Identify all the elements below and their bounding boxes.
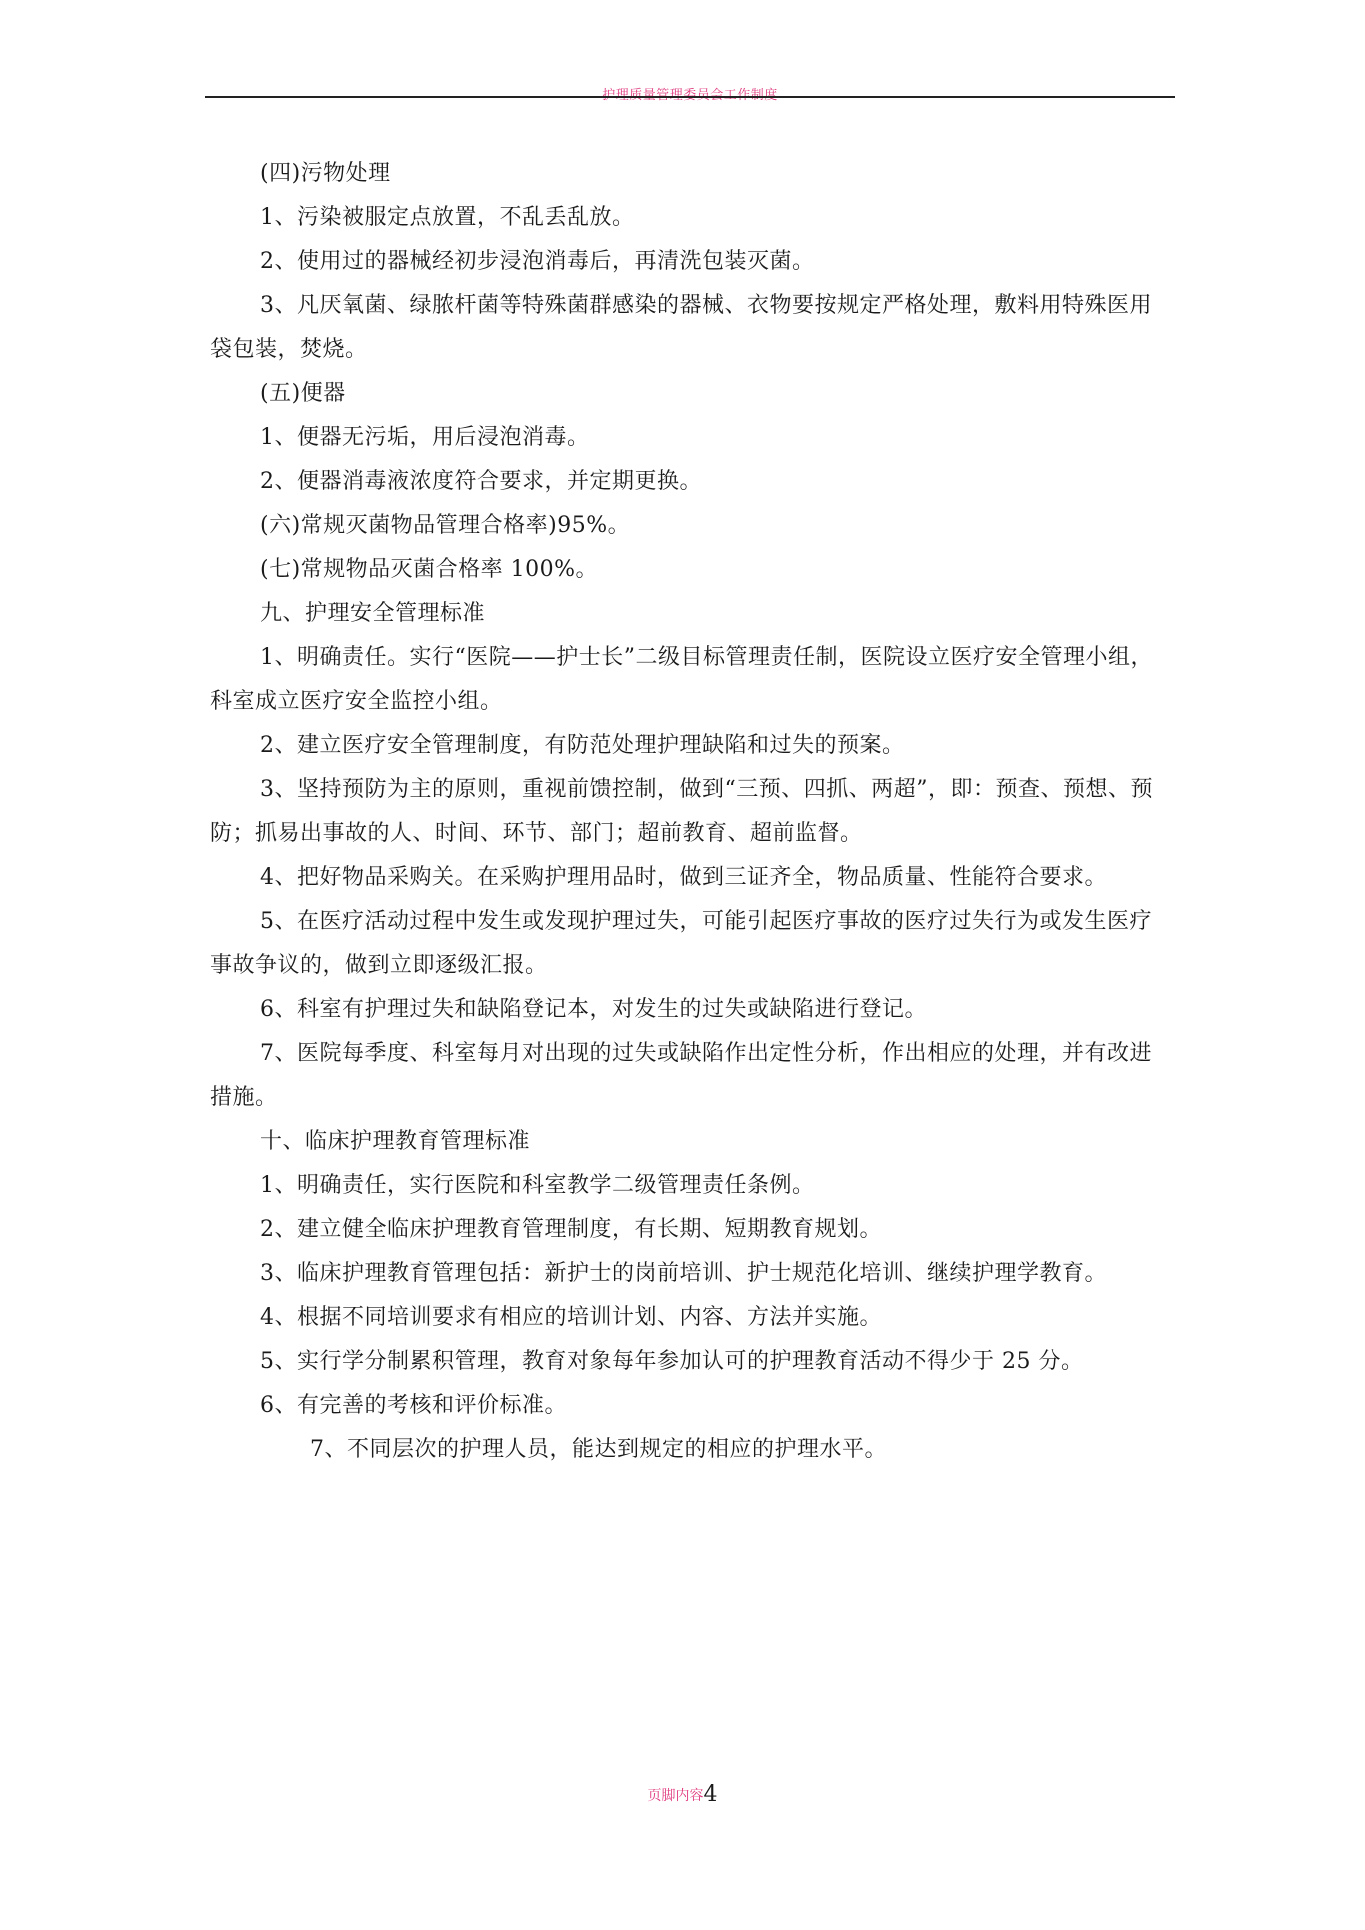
list-item: 7、医院每季度、科室每月对出现的过失或缺陷作出定性分析，作出相应的处理，并有改进措施。 (210, 1041, 1153, 1110)
page-number: 4 (703, 1782, 718, 1807)
list-item: 3、坚持预防为主的原则，重视前馈控制，做到“三预、四抓、两超”，即：预查、预想、预防；抓易出事故的人、时间、环节、部门；超前教育、超前监督。 (210, 777, 1153, 846)
list-item: 2、建立医疗安全管理制度，有防范处理护理缺陷和过失的预案。 (260, 733, 905, 758)
list-item: 5、在医疗活动过程中发生或发现护理过失，可能引起医疗事故的医疗过失行为或发生医疗事故争议的，做到立即逐级汇报。 (210, 909, 1153, 978)
list-item: 1、明确责任。实行“医院——护士长”二级目标管理责任制，医院设立医疗安全管理小组，科室成立医疗安全监控小组。 (210, 645, 1153, 714)
section-heading: (五)便器 (260, 381, 346, 406)
list-item: 2、使用过的器械经初步浸泡消毒后，再清洗包装灭菌。 (260, 249, 815, 274)
list-item: 4、根据不同培训要求有相应的培训计划、内容、方法并实施。 (260, 1305, 882, 1330)
list-item: 1、污染被服定点放置，不乱丢乱放。 (260, 205, 635, 230)
list-item: 2、便器消毒液浓度符合要求，并定期更换。 (260, 469, 702, 494)
list-item: 6、科室有护理过失和缺陷登记本，对发生的过失或缺陷进行登记。 (260, 997, 927, 1022)
list-item: 1、便器无污垢，用后浸泡消毒。 (260, 425, 590, 450)
document-body (210, 152, 1170, 1472)
section-heading: (七)常规物品灭菌合格率 100%。 (260, 557, 599, 582)
list-item: 6、有完善的考核和评价标准。 (260, 1393, 567, 1418)
chapter-heading: 九、护理安全管理标准 (260, 601, 486, 626)
list-item: 3、临床护理教育管理包括：新护士的岗前培训、护士规范化培训、继续护理学教育。 (260, 1261, 1107, 1286)
list-item: 5、实行学分制累积管理，教育对象每年参加认可的护理教育活动不得少于 25 分。 (260, 1349, 1084, 1374)
list-item: 7、不同层次的护理人员，能达到规定的相应的护理水平。 (310, 1437, 887, 1462)
header-title: 护理质量管理委员会工作制度 (602, 88, 778, 103)
footer-label: 页脚内容 (647, 1788, 704, 1804)
section-heading: (四)污物处理 (260, 161, 391, 186)
header-divider (205, 96, 1175, 98)
section-heading: (六)常规灭菌物品管理合格率)95%。 (260, 513, 631, 538)
page-footer (0, 1782, 1365, 1807)
list-item: 2、建立健全临床护理教育管理制度，有长期、短期教育规划。 (260, 1217, 882, 1242)
chapter-heading: 十、临床护理教育管理标准 (260, 1129, 531, 1154)
list-item: 1、明确责任，实行医院和科室教学二级管理责任条例。 (260, 1173, 815, 1198)
list-item: 3、凡厌氧菌、绿脓杆菌等特殊菌群感染的器械、衣物要按规定严格处理，敷料用特殊医用袋包装，焚烧。 (210, 293, 1153, 362)
list-item: 4、把好物品采购关。在采购护理用品时，做到三证齐全，物品质量、性能符合要求。 (260, 865, 1107, 890)
